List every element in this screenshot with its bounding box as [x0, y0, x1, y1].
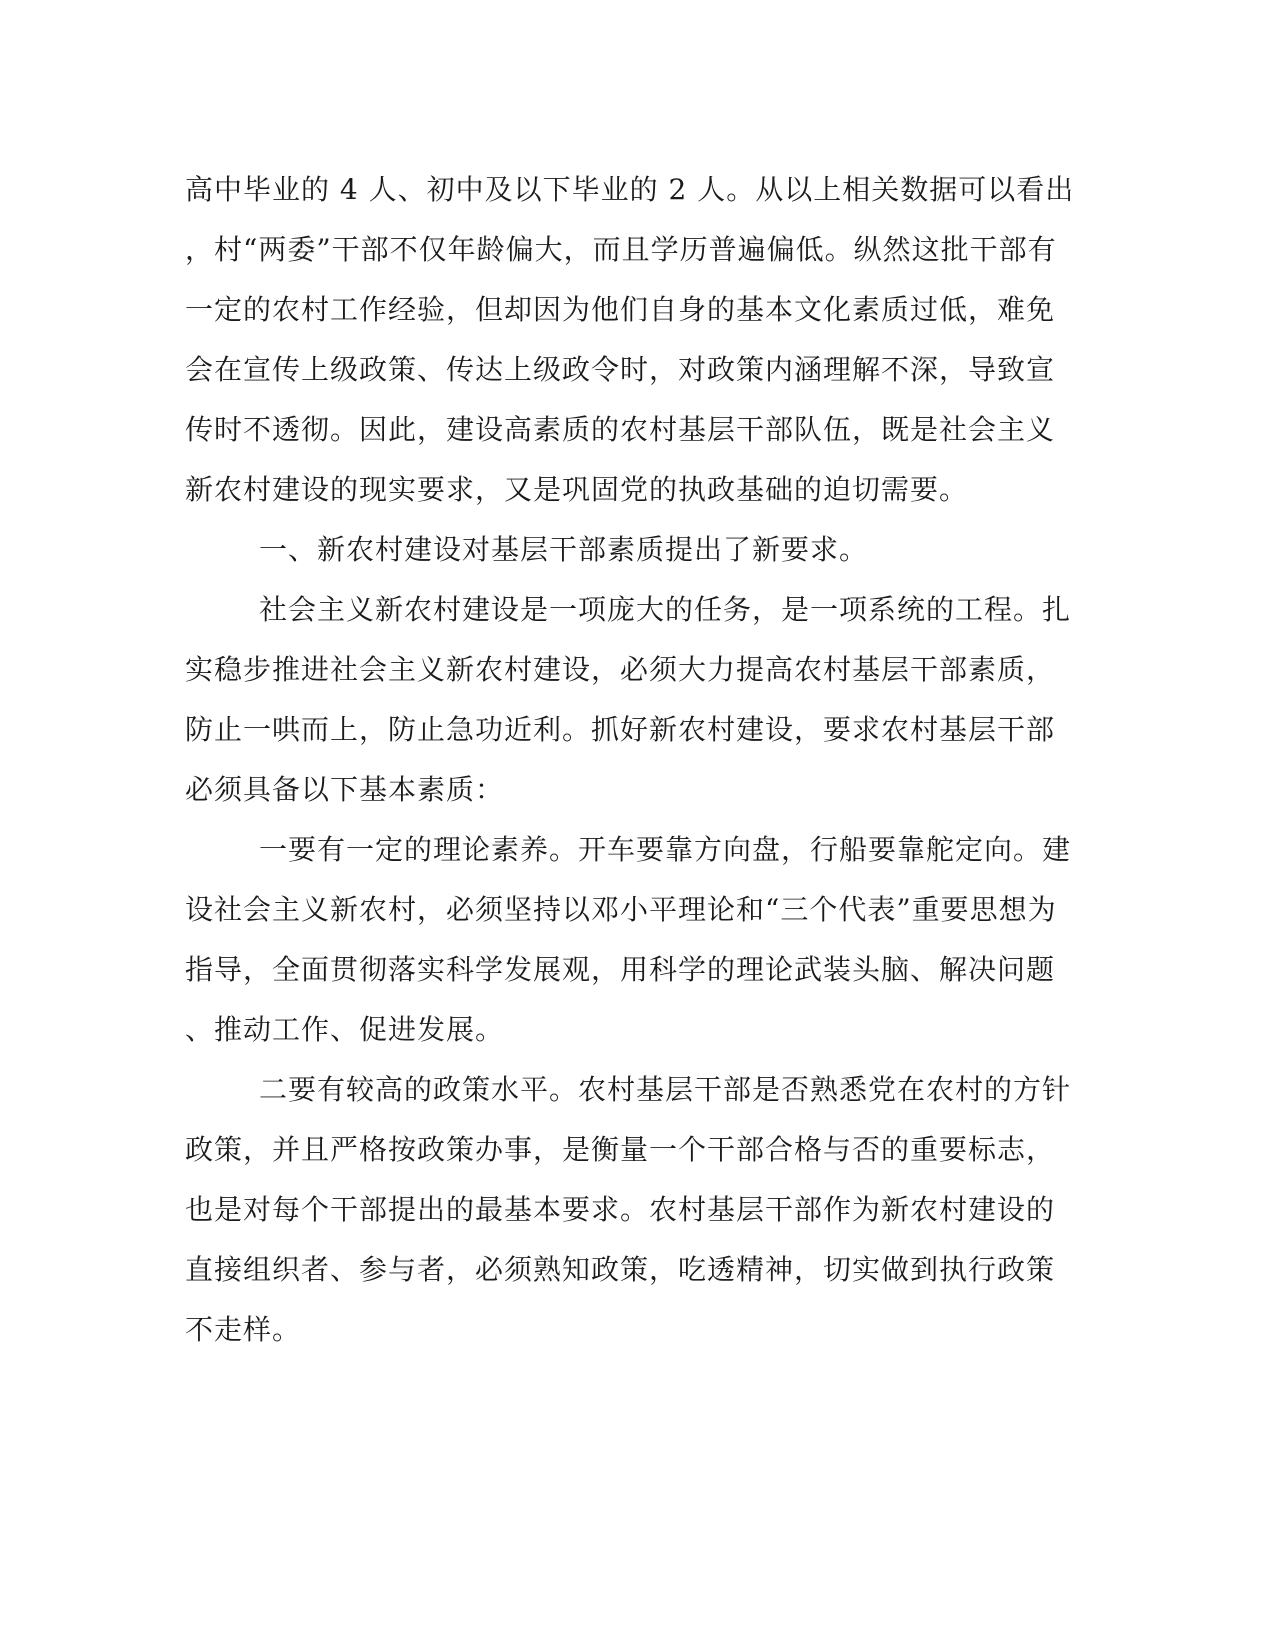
text-line: 一定的农村工作经验，但却因为他们自身的基本文化素质过低，难免	[185, 293, 1056, 326]
text-line: 也是对每个干部提出的最基本要求。农村基层干部作为新农村建设的	[185, 1193, 1056, 1226]
text-line: 直接组织者、参与者，必须熟知政策，吃透精神，切实做到执行政策	[185, 1253, 1056, 1286]
text-line: 新农村建设的现实要求，又是巩固党的执政基础的迫切需要。	[185, 473, 969, 506]
paragraph-start-line: 社会主义新农村建设是一项庞大的任务，是一项系统的工程。扎	[259, 593, 1072, 626]
text-line: 防止一哄而上，防止急功近利。抓好新农村建设，要求农村基层干部	[185, 713, 1056, 746]
text-line: 高中毕业的 4 人、初中及以下毕业的 2 人。从以上相关数据可以看出	[185, 173, 1075, 206]
text-line: 不走样。	[185, 1313, 302, 1346]
text-line: ，村“两委”干部不仅年龄偏大，而且学历普遍偏低。纵然这批干部有	[185, 233, 1057, 266]
text-line: 政策，并且严格按政策办事，是衡量一个干部合格与否的重要标志，	[185, 1133, 1056, 1166]
text-line: 会在宣传上级政策、传达上级政令时，对政策内涵理解不深，导致宣	[185, 353, 1056, 386]
paragraph-start-line: 二要有较高的政策水平。农村基层干部是否熟悉党在农村的方针	[259, 1073, 1072, 1106]
text-line: 、推动工作、促进发展。	[185, 1013, 505, 1046]
text-line: 传时不透彻。因此，建设高素质的农村基层干部队伍，既是社会主义	[185, 413, 1056, 446]
text-line: 实稳步推进社会主义新农村建设，必须大力提高农村基层干部素质，	[185, 653, 1056, 686]
text-line: 指导，全面贯彻落实科学发展观，用科学的理论武装头脑、解决问题	[185, 953, 1056, 986]
paragraph-start-line: 一要有一定的理论素养。开车要靠方向盘，行船要靠舵定向。建	[259, 833, 1072, 866]
document-body	[185, 160, 1075, 1360]
text-line: 必须具备以下基本素质：	[185, 773, 505, 806]
section-heading: 一、新农村建设对基层干部素质提出了新要求。	[259, 533, 869, 566]
text-line: 设社会主义新农村，必须坚持以邓小平理论和“三个代表”重要思想为	[185, 893, 1057, 926]
